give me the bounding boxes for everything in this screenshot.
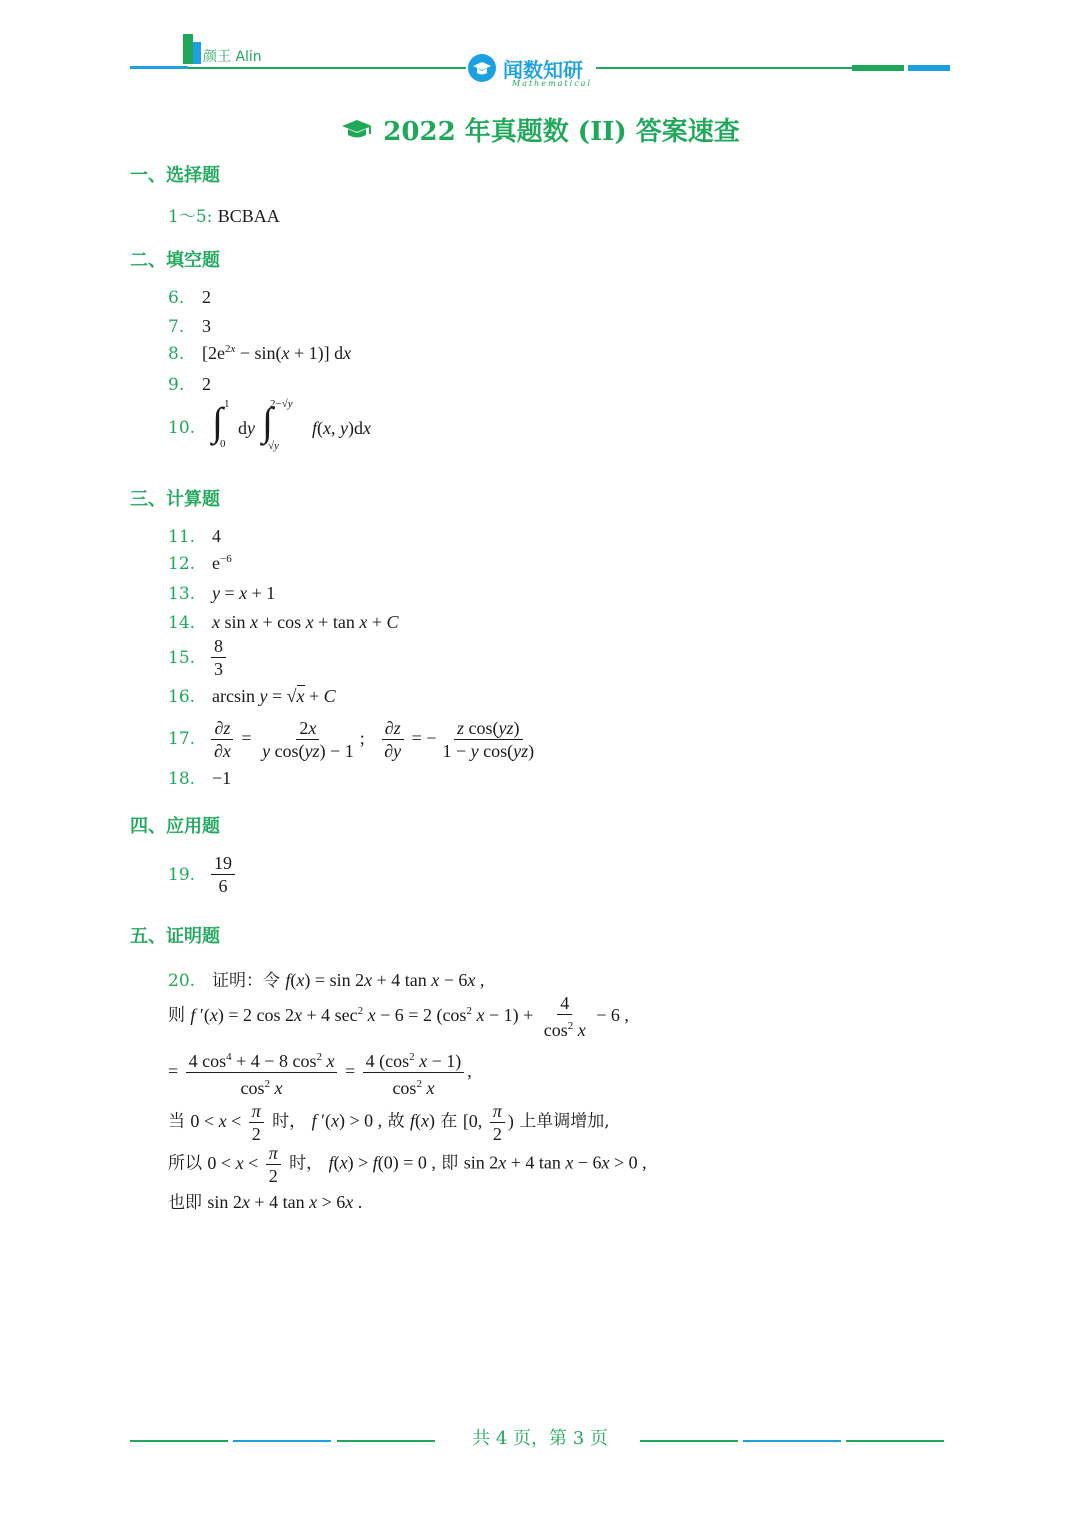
brand-left: 颜王 Alin — [203, 49, 262, 65]
proof-line-6: 也即 sin 2x + 4 tan x > 6x . — [168, 1192, 363, 1213]
footer-ornament — [743, 1440, 841, 1442]
answer-14: 14. x sin x + cos x + tan x + C — [168, 612, 399, 633]
footer-ornament — [846, 1440, 944, 1442]
header-line-blue-left — [130, 66, 188, 69]
header-line-green-right — [852, 65, 904, 71]
answer-13: 13. y = x + 1 — [168, 583, 276, 604]
footer-ornament — [233, 1440, 331, 1442]
answer-12: 12. $e^{-6}$ — [168, 553, 232, 574]
proof-line-4: 当 0 < x < $\frac{\pi}{2}$ 时， f ′(x) > 0 , 故 f(x) 在 [0, $\frac{\pi}{2}$ ) 上单调增加, — [168, 1101, 610, 1144]
footer-ornament — [640, 1440, 738, 1442]
header-line-blue-right — [908, 65, 950, 71]
section-title-calc: 三、计算题 — [130, 489, 220, 510]
brand-sub: Mathematical — [512, 79, 592, 88]
page-number: 共 4 页，第 3 页 — [472, 1428, 608, 1449]
proof-line-2: 则 f ′(x) = 2 cos 2x + 4 $\sec^2 x - 6 = 2$ ($\cos^2$ x − 1) + $\frac{4}{\cos^2 x}$ − 6 , — [168, 993, 629, 1040]
proof-line-3: = $\frac{4 \cos^4 + 4 - 8 \cos^2 x}{\cos^2 x}$ = $\frac{4 (\cos^2 x - 1)}{\cos^2 x}$ , — [168, 1046, 472, 1099]
answer-6: 6. 2 — [168, 287, 211, 308]
answer-15: 15. $\frac{8}{3}$ — [168, 635, 229, 680]
answer-16: 16. arcsin y = √x + C — [168, 686, 336, 707]
answer-11: 11. 4 — [168, 526, 221, 547]
header-line-right — [596, 67, 852, 69]
answer-7: 7. 3 — [168, 316, 211, 337]
answer-17: 17. $\frac{\partial z}{\partial x}$ = $\frac{2x}{\text{y cos(yz) − 1}}$ ; $\frac{\partial z}{\partial y}$ = − $\frac{\text{z cos(yz)}}{\text{1 − y cos(yz)}}$ — [168, 718, 535, 761]
page-title — [0, 111, 1080, 148]
answer-18: 18. −1 — [168, 768, 232, 789]
footer-ornament — [130, 1440, 228, 1442]
section-title-apply: 四、应用题 — [130, 816, 220, 837]
answer-1-5: 1～5: BCBAA — [168, 206, 280, 227]
section-title-proof: 五、证明题 — [130, 926, 220, 947]
header-line-left — [188, 67, 466, 69]
section-title-fill: 二、填空题 — [130, 250, 220, 271]
graduation-cap-icon — [340, 117, 383, 147]
graduation-cap-icon — [468, 54, 496, 82]
logo-left-icon — [183, 34, 193, 64]
brand-center: 闻数知研 — [503, 58, 583, 82]
section-title-choice: 一、选择题 — [130, 165, 220, 186]
answer-9: 9. 2 — [168, 374, 211, 395]
answer-19: 19. $\frac{19}{6}$ — [168, 852, 238, 897]
proof-line-5: 所以 0 < x < $\frac{\pi}{2}$ 时， f(x) > f(0) = 0 , 即 sin 2x + 4 tan x − 6x > 0 , — [168, 1143, 647, 1186]
answer-8: 8. $[2e^{2x} - \sin(x + 1)]$ dx — [168, 343, 352, 364]
footer-ornament — [337, 1440, 435, 1442]
logo-left-icon-accent — [193, 42, 201, 64]
title-text: 2022 年真题数 (II) 答案速查 — [383, 117, 740, 147]
proof-line-1: 20. 证明：令 f(x) = sin 2x + 4 tan x − 6x , — [168, 970, 485, 991]
